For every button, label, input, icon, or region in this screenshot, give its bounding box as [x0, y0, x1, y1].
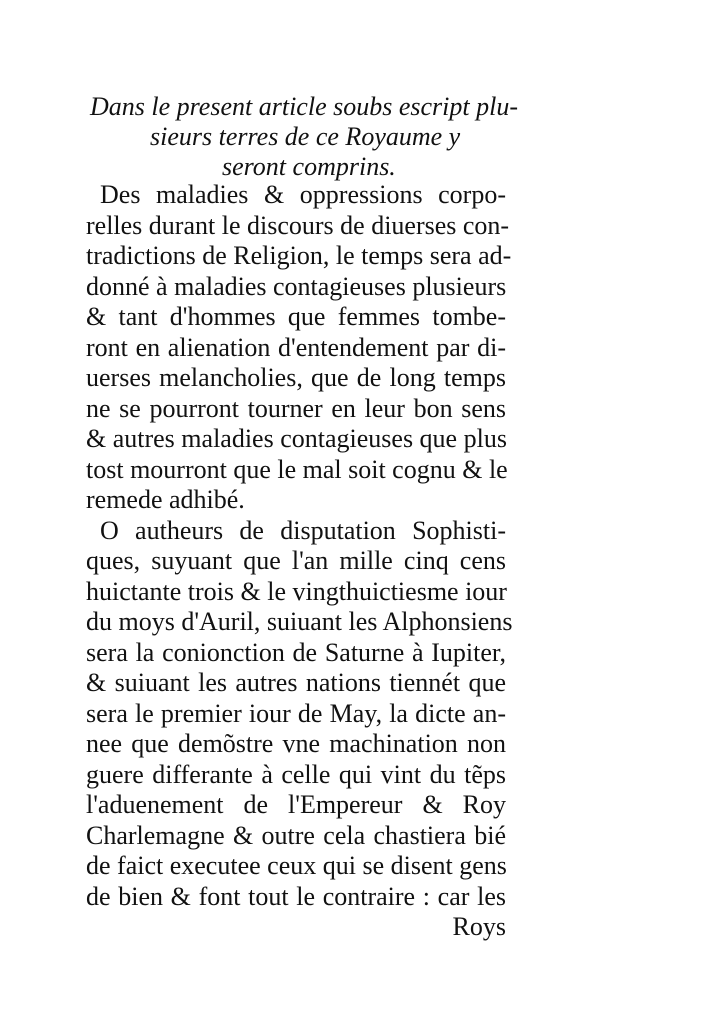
- text-line: & tant d'hommes que femmes tombe-: [86, 302, 506, 331]
- heading-line: seront comprins.: [222, 152, 396, 181]
- text-line: relles durant le discours de diuerses con-: [86, 210, 510, 240]
- text-line: ques, suyuant que l'an mille cinq cens: [86, 546, 506, 575]
- text-line: sera le premier iour de May, la dicte an-: [86, 698, 506, 728]
- body-text: [86, 180, 513, 943]
- text-line: Des maladies & oppressions corpo-: [100, 180, 506, 209]
- catchword: Roys: [452, 912, 506, 941]
- text-line: tost mourront que le mal soit cognu & le: [86, 454, 508, 484]
- heading-line: Dans le present article soubs escript plu-: [90, 92, 518, 121]
- text-line: tradictions de Religion, le temps sera ad-: [86, 241, 512, 270]
- text-line: & suiuant les autres nations tiennét que: [86, 668, 506, 697]
- heading-line: sieurs terres de ce Royaume y: [150, 122, 461, 151]
- text-line: remede adhibé.: [86, 485, 245, 514]
- text-line: du moys d'Auril, suiuant les Alphonsiens: [86, 607, 513, 636]
- text-line: guere differante à celle qui vint du tẽps: [86, 759, 506, 789]
- text-line: de bien & font tout le contraire : car les: [86, 881, 506, 911]
- text-line: ne se pourront tourner en leur bon sens: [86, 393, 506, 423]
- text-line: & autres maladies contagieuses que plus: [86, 424, 507, 453]
- text-line: de faict executee ceux qui se disent gens: [86, 851, 507, 880]
- text-line: donné à maladies contagieuses plusieurs: [86, 271, 507, 301]
- text-line: Charlemagne & outre cela chastiera bié: [86, 820, 506, 850]
- article-heading: [0, 92, 723, 182]
- text-line: nee que demõstre vne machination non: [86, 729, 506, 758]
- text-line: l'aduenement de l'Empereur & Roy: [86, 790, 506, 819]
- text-line: ront en alienation d'entendement par di-: [86, 332, 506, 362]
- text-line: uerses melancholies, que de long temps: [86, 363, 506, 392]
- text-line: O autheurs de disputation Sophisti-: [100, 515, 506, 545]
- text-line: huictante trois & le vingthuictiesme iour: [86, 576, 507, 606]
- text-line: sera la conionction de Saturne à Iupiter,: [86, 637, 506, 667]
